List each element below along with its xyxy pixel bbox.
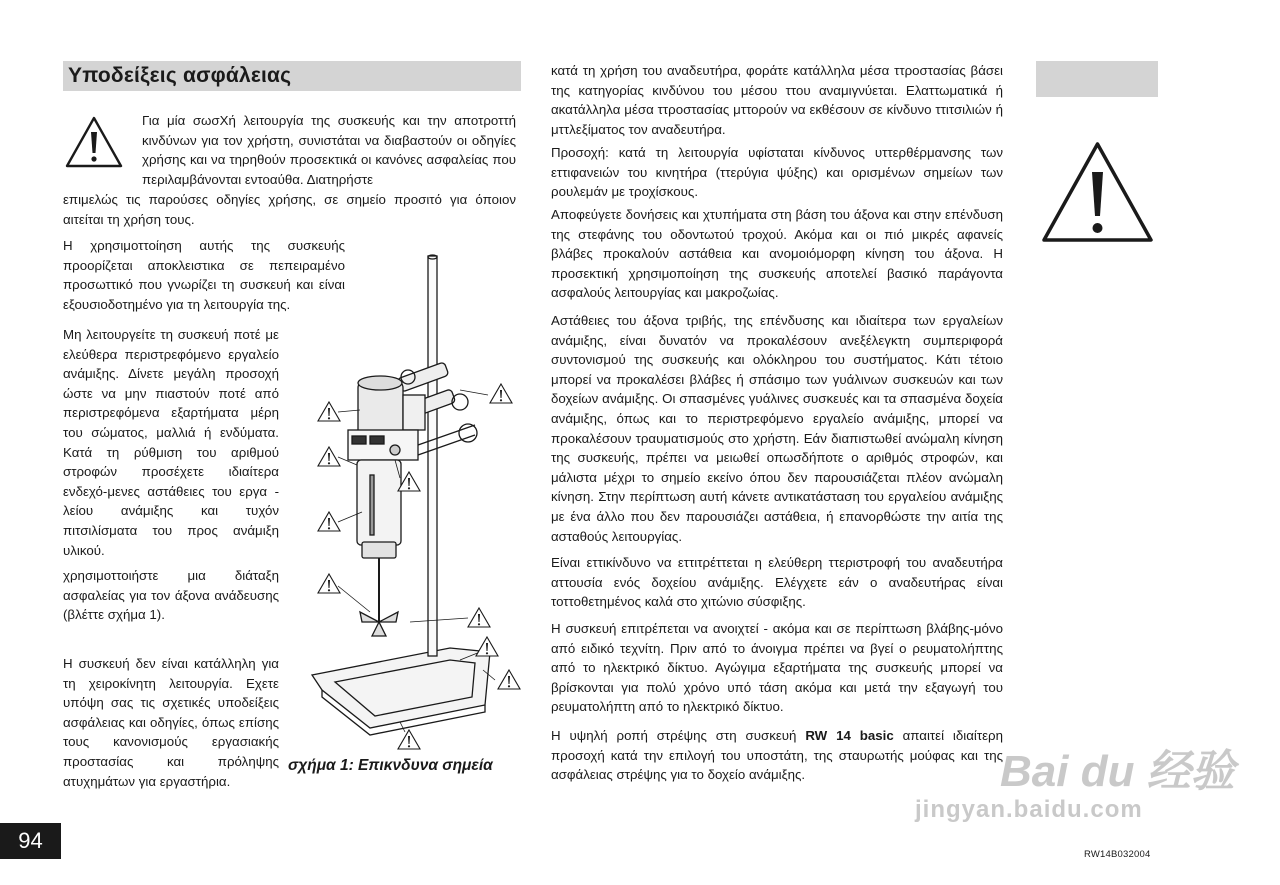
figure-caption: σχήμα 1: Επικνδυνα σημεία: [288, 757, 493, 774]
free-rotation-paragraph: Είναι εττικίνδυνο να εττιτρέττεται η ελεύθερη ττεριστροφή του αναδευτήρα αττουσία ενός δοχείου ανάμιξης. Ελέγχετε εάν ο αναδευτήρας είναι τοττοθετημένος καλά στο χιτώνιο σύσφιξης.: [551, 555, 1003, 610]
guard-paragraph: χρησιμοττοιήστε μια διάταξη ασφαλείας για τον άξονα ανάδευσης (βλέττε σχήμα 1).: [63, 568, 279, 623]
vibration-paragraph: Αποφεύγετε δονήσεις και χτυπήματα στη βάση του άξονα και στην επένδυση της στεφάνης του οδοντωτού τροχού. Ακόμα και οι πιό μικρές αφανείς βλάβες προκαλούν αστάθεια και ανομοιόμορφη κίνηση του άξονα. Η προσεκτική χρησιμοποίηση της συσκευής αποτελεί βασικό παράγοντα ασφαλούς λειτουργίας και μακροζωίας.: [551, 207, 1003, 301]
stirrer-stand-figure: [300, 250, 532, 750]
torque-text-end: απαιτεί ιδιαίτερη προσοχή κατά την επιλογή του υποστάτη, της σταυρωτής μούφας και της ασφάλειας στρέψης για το δοχείο ανάμιξης.: [551, 728, 1003, 783]
protection-paragraph: κατά τη χρήση του αναδευτήρα, φοράτε κατάλληλα μέσα ττροστασίας βάσει της κατηγορίας κινδύνου του μέσου ττου αναμιγνύεται. Ελαττωματικά ή ακατάλληλα μέσα ττροστασίας μττορούν να εκθέσουν σε κίνδυνο ττιτσιλιών ή μττλεξίματος τον αναδευτήρα.: [551, 63, 1003, 137]
header-gray-box: [1036, 61, 1158, 97]
rotating-tool-paragraph: Μη λειτουργείτε τη συσκευή ποτέ με ελεύθερα περιστρεφόμενο εργαλείο ανάμιξης. Δίνετε μεγάλη προσοχή ώστε να μην πιαστούν ποτέ από περιστρεφόμενα εξαρτήματα μέρη του σώματος, μαλλιά ή ενδύματα. Κατά τη ρύθμιση του αριθμού στροφών προσέχετε ιδιαίτερα ενδεχό-μενες αστάθειες του εργα - λείου ανάμιξης και τυχόν πιτσιλίσματα του προς ανάμιξη υλικού.: [63, 327, 279, 558]
torque-text-start: Η υψηλή ροπή στρέψης στη συσκευή: [551, 728, 806, 743]
opening-paragraph: Η συσκευή επιτρέπεται να ανοιχτεί - ακόμα και σε περίπτωση βλάβης-μόνο από ειδικό τεχνίτη. Πριν από το άνοιγμα πρέπει να βγεί ο ρευματολήπτης από το ηλεκτρικό δίκτυο. Αγώγιμα εξαρτήματα της συσκευής μπορεί να βρίσκονται για πολύ χρόνο υπό τάση ακόμα και μετά την εξαγωγή του ρευματολήπτη από το ηλεκτρικό δίκτυο.: [551, 621, 1003, 715]
model-name: RW 14 basic: [805, 728, 894, 743]
instability-paragraph: Αστάθειες του άξονα τριβής, της επένδυσης και ιδιαίτερα των εργαλείων ανάμιξης, είναι δυνατόν να προκαλέσουν ανεξέλεγκτη συμπεριφορά συντονισμού της συσκευής και ολόκληρου του συστήματος. Κάτι τέτοιο μπορεί να προκαλέσει βλάβες ή σπάσιμο των γυάλινων συσκευών και των δοχείων ανάμιξης. Οι σπασμένες γυάλινες συσκευές και τα σπασμένα δοχεία ανάμιξης, όπως και το περιστρεφόμενο εργαλείο ανάμιξης, μπορεί να προκαλέσουν τραυματισμούς στο χρήστη. Εάν διαπιστωθεί ανώμαλη κίνηση της συσκευής, πρέπει να μειωθεί οπωσδήποτε ο αριθμός στροφών, και μάλιστα μέχρι το σημείο εκείνο όπου δεν παρουσιάζεται πλέον ανώμαλη κίνηση. Στην περίπτωση αυτή κάνετε αντικατάσταση του εργαλείου ανάμιξης με ένα άλλο που δεν παρουσιάζει αστάθεια, ή επανορθώστε την αιτία της ασταθούς λειτουργίας.: [551, 313, 1003, 544]
watermark-logo: Bai du 经验: [1000, 747, 1235, 796]
manual-operation-paragraph: Η συσκευή δεν είναι κατάλληλη για τη χειροκίνητη λειτουργία. Εχετε υπόψη σας τις σχετικές υποδείξεις ασφάλειας και οδηγίες, όπως επίσης τους κανονισμούς εργασιακής προστασίας και πρόληψης ατυχημάτων για εργαστήρια.: [63, 656, 279, 789]
warning-triangle-icon: [64, 115, 124, 169]
intro-paragraph: Για μία σωσΧή λειτουργία της συσκευής και την αποτροττή κινδύνων για τον χρήστη, συνιστάται να διαβαστούν οι οδηγίες χρήσης και να τηρηθούν προσεκτικά οι κανόνες ασφαλείας που περιλαμβάνονται εντοαύθα. Διατηρήστε: [142, 113, 516, 187]
watermark-url: jingyan.baidu.com: [915, 796, 1143, 823]
page-number: 94: [0, 823, 61, 859]
overheating-paragraph: Προσοχή: κατά τη λειτουργία υφίσταται κίνδυνος υττερθέρμανσης των εττιφανειών του κινητήρα (ττερύγια ψύξης) και ορισμένων σημείων των ρουλεμάν με τροχίσκους.: [551, 145, 1003, 200]
usage-paragraph: Η χρησιμοττοίηση αυτής της συσκευής προορίζεται αποκλειστικα σε πεπειραμένο προσωττικό που γνωρίζει τη συσκευή και είναι εξουσιοδοτημένο για τη λειτουργία της.: [63, 238, 345, 312]
intro-continued: επιμελώς τις παρούσες οδηγίες χρήσης, σε σημείο προσιτό για όποιον αιτείται τη χρήση τους.: [63, 192, 516, 227]
warning-triangle-large-icon: [1040, 140, 1155, 245]
page-title: Υποδείξεις ασφάλειας: [68, 64, 292, 87]
torque-paragraph: [551, 726, 1003, 785]
document-code: RW14B032004: [1084, 849, 1151, 860]
